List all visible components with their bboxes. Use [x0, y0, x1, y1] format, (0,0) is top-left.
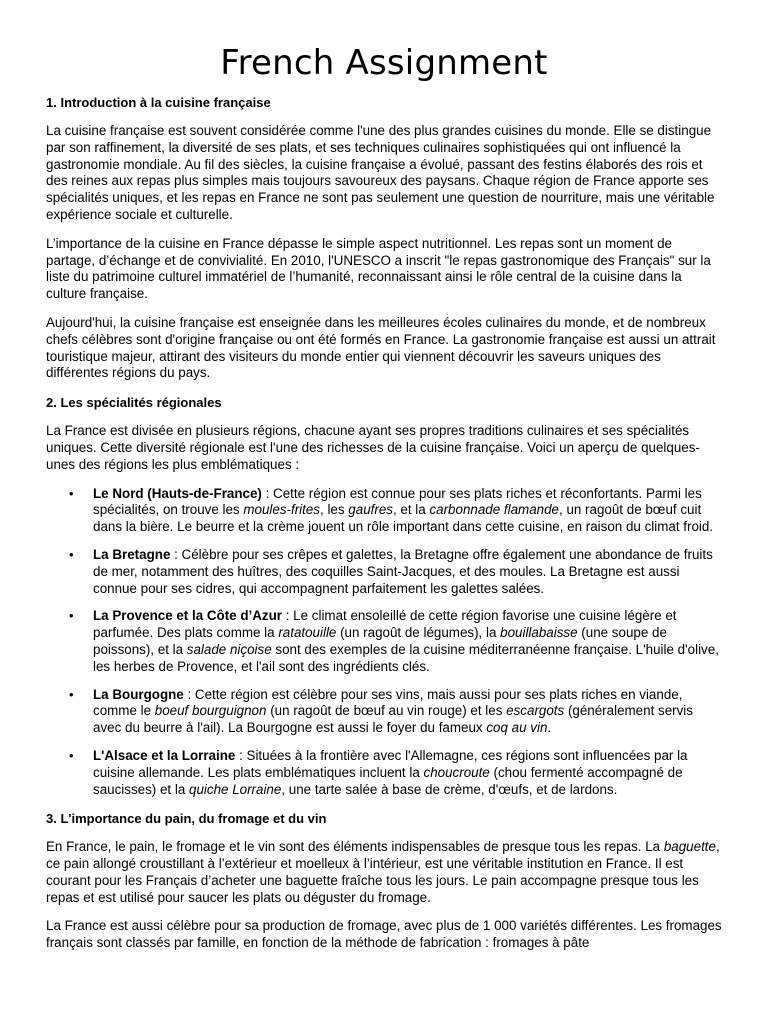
text: , une tarte salée à base de crème, d'œufs, et de lardons. [281, 781, 618, 797]
text: (une soupe de poissons), et la [93, 625, 667, 657]
bullet: • [69, 747, 74, 763]
paragraph: La France est divisée en plusieurs régions, chacune ayant ses propres traditions culinaires et ses spécialités uniques. Cette diversité régionale est l'une des richesses de la cuisine française. Voici un aperçu de quelques-unes des régions les plus emblématiques : [46, 423, 700, 472]
paragraph: Aujourd'hui, la cuisine française est enseignée dans les meilleures écoles culinaires du monde, et de nombreux chefs célèbres sont d'origine française ou ont été formés en France. La gastronomie française est aussi un attrait touristique majeur, attirant des visiteurs du monde entier qui viennent découvrir les saveurs uniques des différentes régions du pays. [46, 314, 716, 381]
regions-list [46, 486, 722, 799]
paragraph: La cuisine française est souvent considérée comme l'une des plus grandes cuisines du monde. Elle se distingue par son raffinement, la diversité de ses plats, et ses techniques culinaires sophistiquées qui ont influencé la gastronomie mondiale. Au fil des siècles, la cuisine française a évolué, passant des festins élaborés des rois et des reines aux repas plus simples mais toujours savoureux des paysans. Chaque région de France apporte ses spécialités uniques, et les repas en France ne sont pas seulement une question de nourriture, mais une véritable expérience sociale et culturelle. [46, 123, 715, 222]
region-name: L'Alsace et la Lorraine [93, 747, 236, 763]
section-heading-bread-cheese-wine: 3. L'importance du pain, du fromage et du vin [46, 811, 327, 827]
text: (généralement servis avec du beurre à l'ail). La Bourgogne est aussi le foyer du fameux [93, 703, 693, 736]
text: : Cette région est connue pour ses plats riches et réconfortants. Parmi les spécialités, on trouve les [93, 485, 702, 518]
text: (un ragoût de bœuf au vin rouge) et les [266, 703, 507, 719]
page-title: French Assignment [220, 43, 548, 83]
paragraph: La France est aussi célèbre pour sa production de fromage, avec plus de 1 000 variétés différentes. Les fromages français sont classés par famille, en fonction de la méthode de fabrication : fromages à pâte [46, 918, 722, 951]
bullet: • [69, 546, 74, 562]
dish-name: ratatouille [278, 625, 337, 641]
text: . [547, 720, 552, 736]
section-heading-regional-specialties: 2. Les spécialités régionales [46, 395, 222, 411]
list-item-nord [69, 485, 722, 536]
bullet: • [69, 686, 74, 702]
text: (chou fermenté accompagné de saucisses) et la [93, 764, 683, 797]
dish-name: baguette [663, 839, 716, 855]
text: : Le climat ensoleillé de cette région favorise une cuisine légère et parfumée. Des plats comme la [93, 608, 677, 641]
dish-name: coq au vin [486, 720, 548, 736]
region-name: Le Nord (Hauts-de-France) [93, 485, 262, 501]
paragraph: L’importance de la cuisine en France dépasse le simple aspect nutritionnel. Les repas sont un moment de partage, d’échange et de convivialité. En 2010, l'UNESCO a inscrit "le repas gastronomique des Français" sur la liste du patrimoine culturel immatériel de l’humanité, reconnaissant ainsi le rôle central de la cuisine dans la culture française. [46, 235, 711, 302]
dish-name: quiche Lorraine [189, 781, 282, 797]
dish-name: bouillabaisse [500, 625, 578, 641]
list-item-bourgogne [69, 686, 722, 737]
text: , ce pain allongé croustillant à l’extérieur et moelleux à l’intérieur, est une véritable institution en France. Il est courant pour les Français d’acheter une baguette fraîche tous les jours. Le pain accompagne presque tous les repas et est utilisé pour saucer les plats ou déguster du fromage. [46, 839, 720, 905]
section-heading-introduction: 1. Introduction à la cuisine française [46, 95, 271, 110]
text: : Cette région est célèbre pour ses vins, mais aussi pour ses plats riches en viande, comme le [93, 686, 683, 719]
text: : Célèbre pour ses crêpes et galettes, la Bretagne offre également une abondance de fruits de mer, notamment des huîtres, des coquilles Saint-Jacques, et des moules. La Bretagne est aussi connue pour ses cidres, qui accompagnent parfaitement les galettes salées. [93, 546, 713, 596]
list-item-bretagne [69, 546, 722, 597]
bullet: • [69, 485, 74, 501]
dish-name: salade niçoise [186, 641, 272, 657]
text: (un ragoût de légumes), la [336, 625, 501, 641]
region-name: La Bretagne [93, 546, 171, 562]
text: , un ragoût de bœuf cuit dans la bière. Le beurre et la crème jouent un rôle important dans cette cuisine, en raison du climat froid. [93, 502, 714, 535]
text: , et la [392, 502, 430, 518]
dish-name: gaufres [348, 502, 393, 518]
dish-name: escargots [506, 703, 565, 719]
list-item-alsace [69, 747, 722, 798]
text: , les [320, 502, 349, 518]
list-item-provence [69, 608, 722, 675]
text: : Situées à la frontière avec l'Allemagne, ces régions sont influencées par la cuisine allemande. Les plats emblématiques incluent la [93, 747, 688, 780]
paragraph [46, 839, 722, 906]
bullet: • [69, 608, 74, 624]
region-name: La Provence et la Côte d’Azur [93, 608, 283, 624]
dish-name: carbonnade flamande [429, 502, 559, 518]
dish-name: choucroute [423, 764, 490, 780]
region-name: La Bourgogne [93, 686, 184, 702]
dish-name: moules-frites [243, 502, 321, 518]
dish-name: boeuf bourguignon [154, 703, 267, 719]
text: sont des exemples de la cuisine méditerranéenne française. L'huile d'olive, les herbes de Provence, et l'ail sont des ingrédients clés. [93, 641, 719, 674]
text: En France, le pain, le fromage et le vin sont des éléments indispensables de presque tous les repas. La [46, 839, 664, 855]
